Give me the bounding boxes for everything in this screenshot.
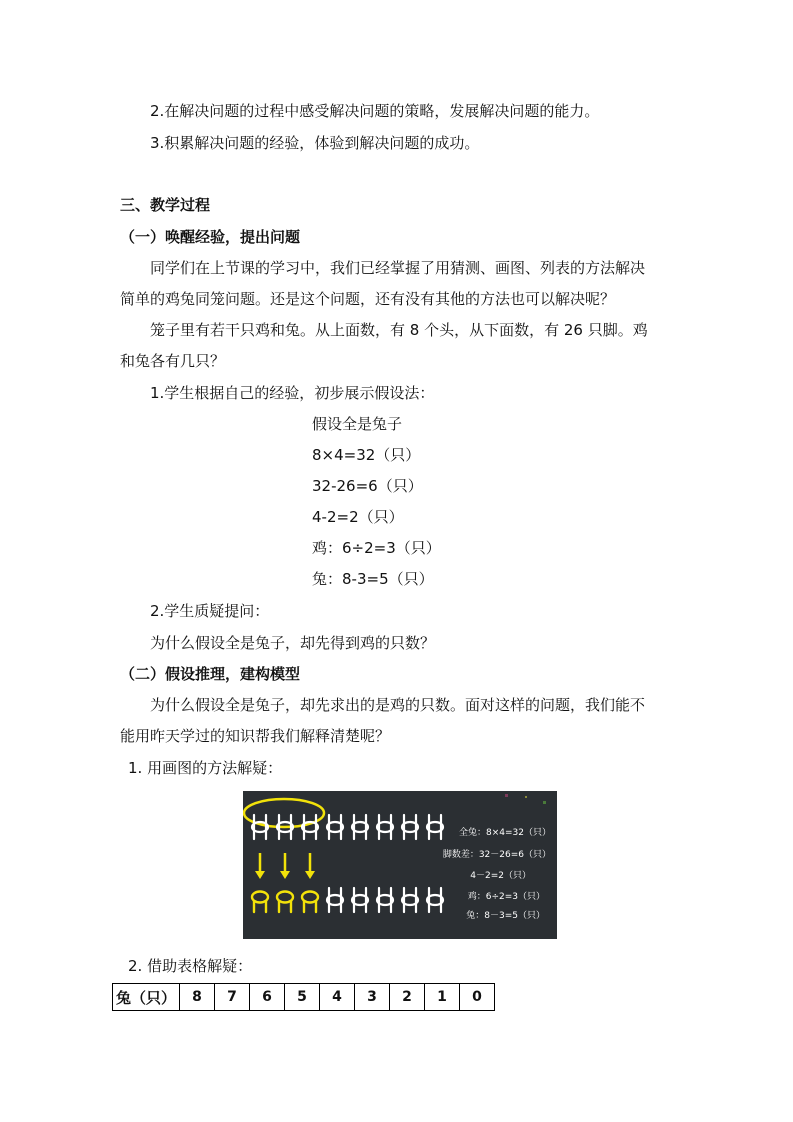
table-cell: 7 <box>215 984 250 1011</box>
feet-diagram <box>243 791 557 939</box>
chicken-foot-bottom <box>302 892 318 913</box>
rabbit-foot-bottom <box>352 888 368 912</box>
figure-text-4: 鸡：6÷2=3（只） <box>467 892 545 902</box>
table-cell: 6 <box>250 984 285 1011</box>
part2-intro-line1: 为什么假设全是兔子，却先求出的是鸡的只数。面对这样的问题，我们能不 <box>150 696 646 714</box>
part1-heading: （一）唤醒经验，提出问题 <box>120 228 301 246</box>
calc-line-1: 假设全是兔子 <box>312 415 403 433</box>
rabbit-foot-top <box>377 815 393 839</box>
rabbit-foot-top <box>352 815 368 839</box>
student-question: 为什么假设全是兔子，却先得到鸡的只数？ <box>150 634 436 652</box>
figure-text-1: 全兔：8×4=32（只） <box>459 828 551 838</box>
part1-intro-line2: 简单的鸡兔同笼问题。还是这个问题，还有没有其他的方法也可以解决呢？ <box>120 290 616 308</box>
table-cell: 4 <box>320 984 355 1011</box>
step2: 2.学生质疑提问： <box>150 602 270 620</box>
rabbit-foot-bottom <box>402 888 418 912</box>
calc-line-4: 4-2=2（只） <box>312 508 404 526</box>
chicken-foot-bottom <box>252 892 268 913</box>
problem-line2: 和兔各有几只？ <box>120 352 226 370</box>
figure-text-2: 脚数差：32－26=6（只） <box>442 850 551 860</box>
calc-line-5: 鸡：6÷2=3（只） <box>312 539 441 557</box>
part1-intro-line1: 同学们在上节课的学习中，我们已经掌握了用猜测、画图、列表的方法解决 <box>150 259 646 277</box>
chicken-foot-bottom <box>277 892 293 913</box>
feet-diagram-svg <box>243 791 557 939</box>
calc-line-2: 8×4=32（只） <box>312 446 421 464</box>
goal-3: 3.积累解决问题的经验，体验到解决问题的成功。 <box>150 134 480 152</box>
table-cell: 2 <box>390 984 425 1011</box>
rabbit-foot-top <box>402 815 418 839</box>
table-cell: 3 <box>355 984 390 1011</box>
rabbit-foot-bottom <box>327 888 343 912</box>
table-cell: 5 <box>285 984 320 1011</box>
rabbit-foot-bottom <box>427 888 443 912</box>
table-cell: 0 <box>460 984 495 1011</box>
goal-2: 2.在解决问题的过程中感受解决问题的策略，发展解决问题的能力。 <box>150 102 600 120</box>
down-arrow-icon <box>305 853 315 879</box>
figure-text-5: 兔：8－3=5（只） <box>466 911 545 921</box>
problem-line1: 笼子里有若干只鸡和兔。从上面数，有 8 个头，从下面数，有 26 只脚。鸡 <box>150 321 648 339</box>
rabbit-foot-top <box>327 815 343 839</box>
down-arrow-icon <box>255 853 265 879</box>
part2-intro-line2: 能用昨天学过的知识帮我们解释清楚呢？ <box>120 727 391 745</box>
method2-label: 2. 借助表格解疑： <box>128 957 253 975</box>
figure-text-3: 4－2=2（只） <box>470 871 531 881</box>
rabbit-foot-top <box>427 815 443 839</box>
rabbit-foot-top <box>252 815 268 839</box>
rabbit-foot-top <box>302 815 318 839</box>
method1-label: 1. 用画图的方法解疑： <box>128 759 283 777</box>
table-row <box>113 984 495 1011</box>
calc-line-6: 兔：8-3=5（只） <box>312 570 434 588</box>
rabbit-table <box>112 983 495 1011</box>
part2-heading: （二）假设推理，建构模型 <box>120 665 301 683</box>
table-header-cell: 兔（只） <box>113 984 180 1011</box>
calc-line-3: 32-26=6（只） <box>312 477 423 495</box>
table-cell: 1 <box>425 984 460 1011</box>
step1: 1.学生根据自己的经验，初步展示假设法： <box>150 384 435 402</box>
down-arrow-icon <box>280 853 290 879</box>
section-title: 三、教学过程 <box>120 196 211 214</box>
rabbit-foot-bottom <box>377 888 393 912</box>
table-cell: 8 <box>180 984 215 1011</box>
